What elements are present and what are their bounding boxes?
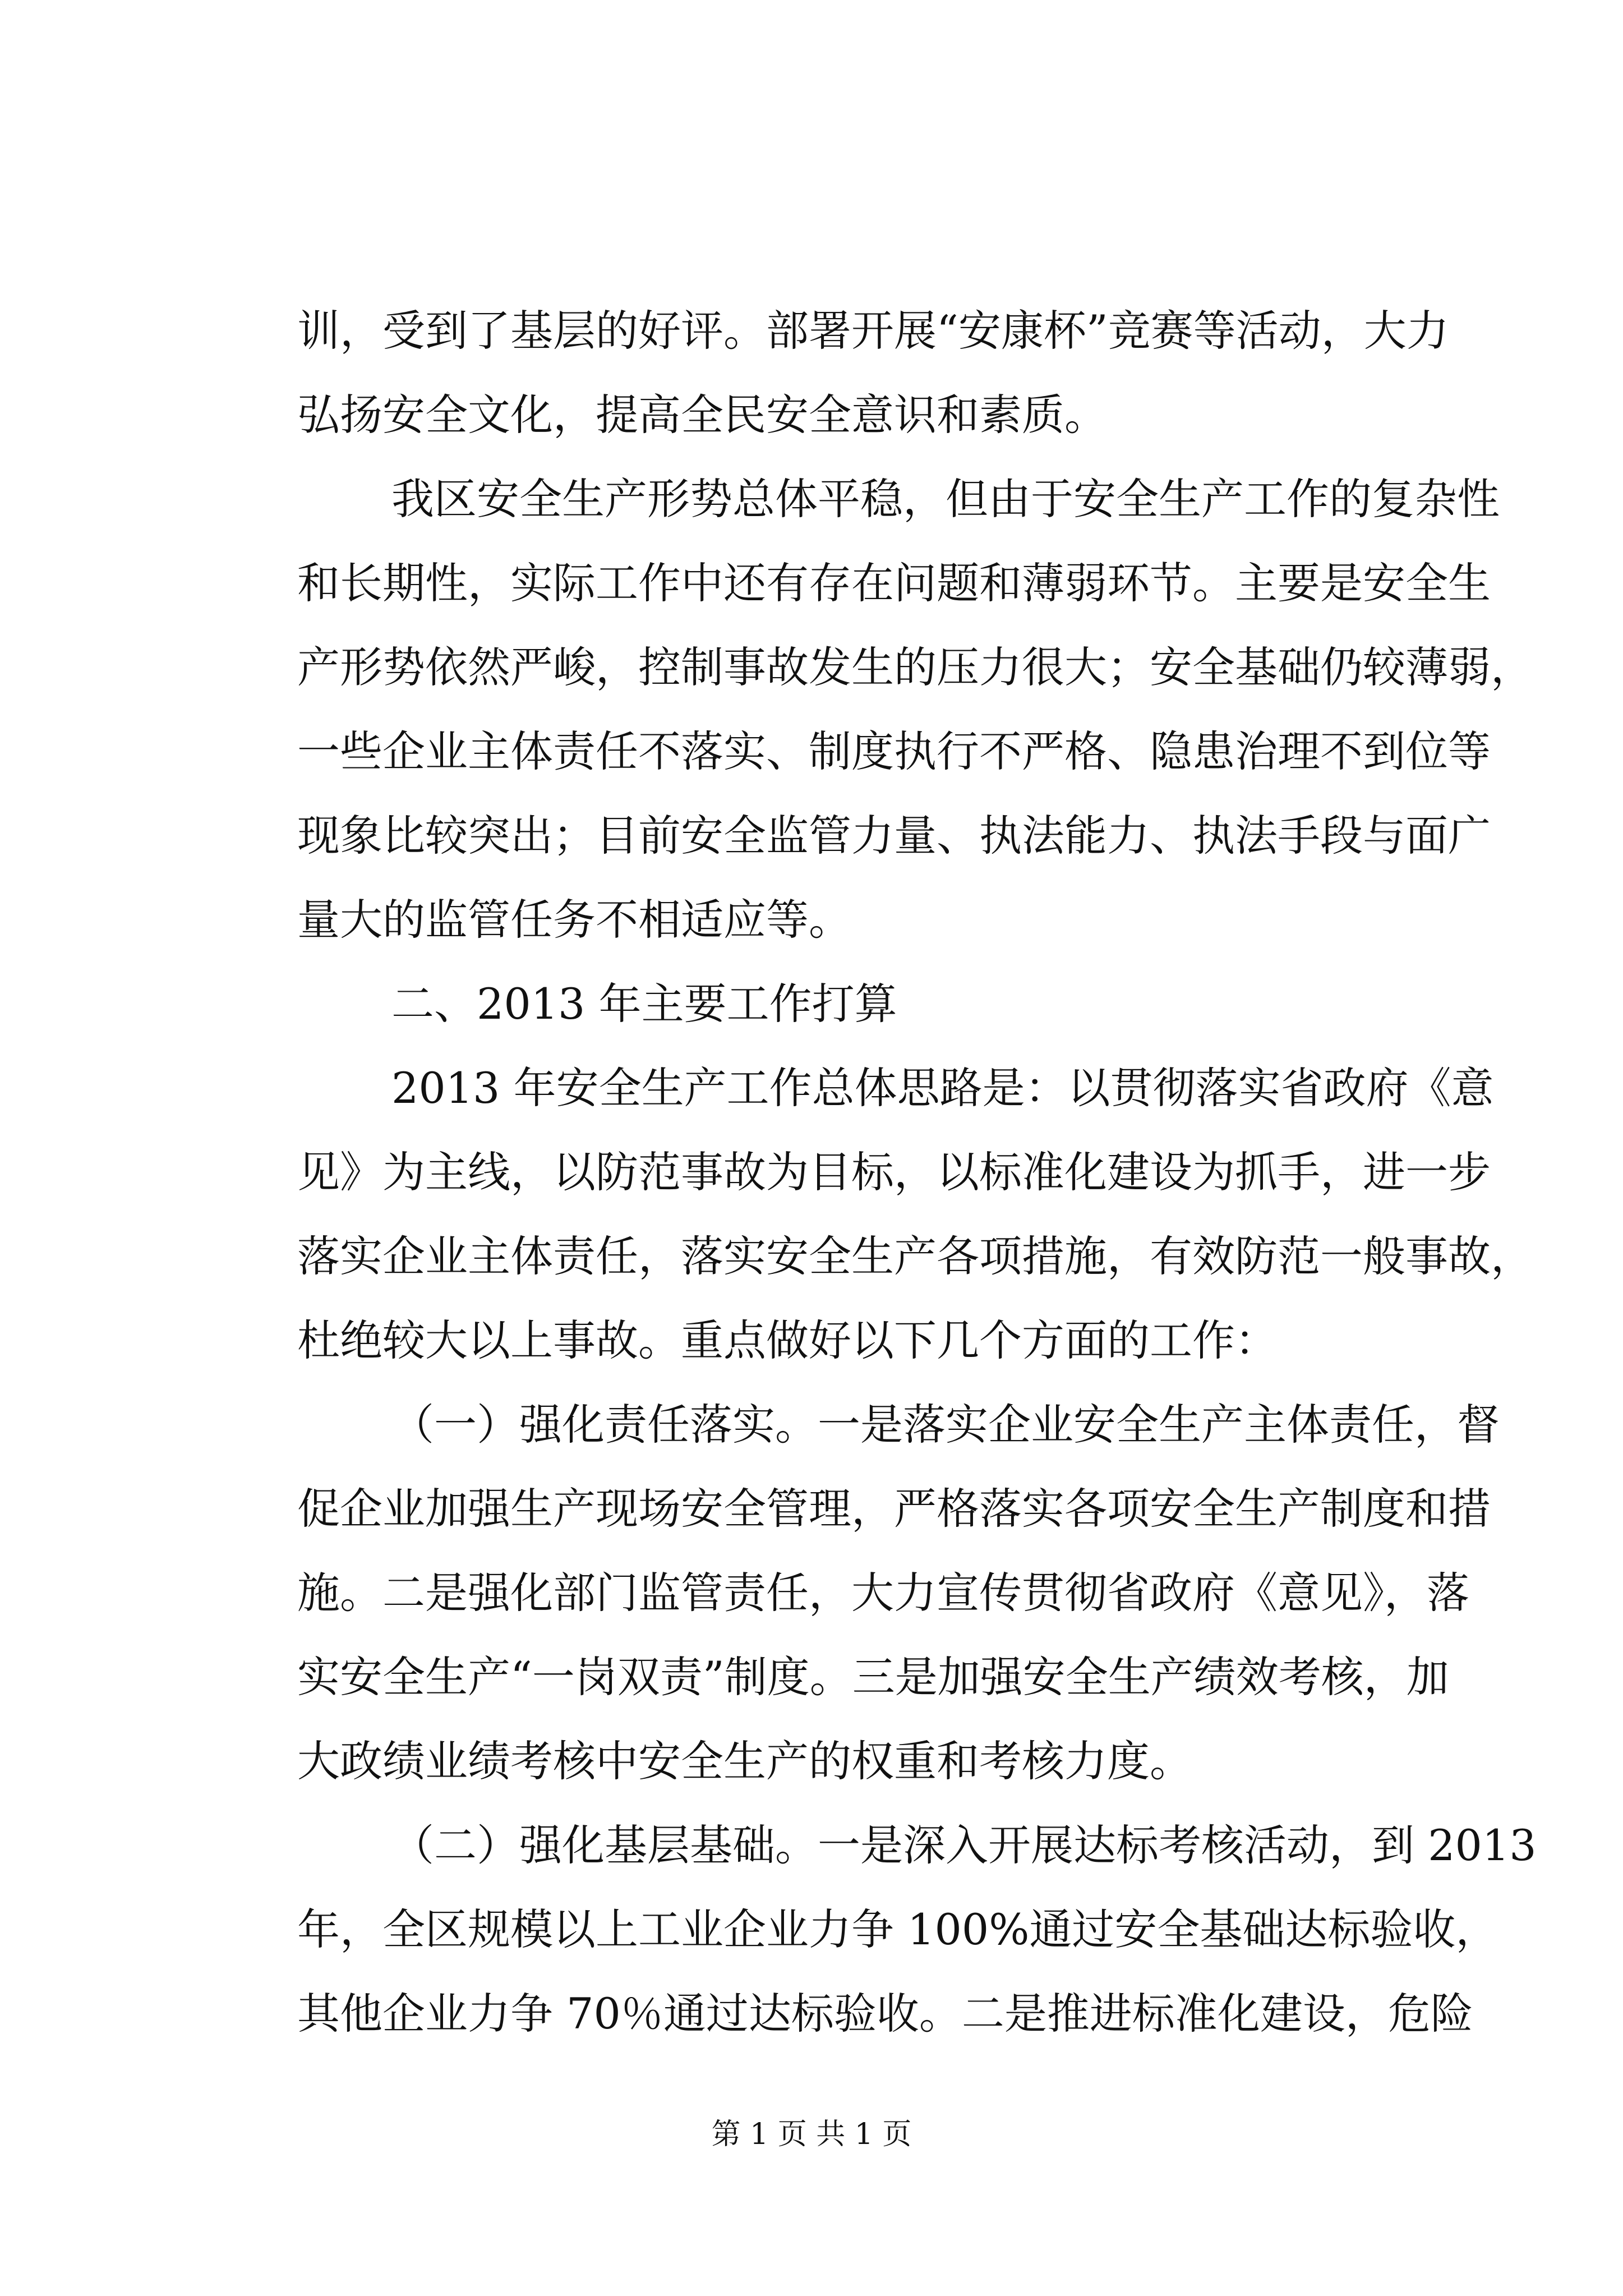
- text-line-11: 见》为主线，以防范事故为目标，以标准化建设为抓手，进一步: [297, 1147, 1491, 1197]
- text-line-8: 量大的监管任务不相适应等。: [297, 895, 851, 945]
- text-line-14: （一）强化责任落实。一是落实企业安全生产主体责任，督: [391, 1400, 1500, 1450]
- text-line-21: 其他企业力争 70％通过达标验收。二是推进标准化建设，危险: [297, 1989, 1473, 2039]
- text-line-19: （二）强化基层基础。一是深入开展达标考核活动，到 2013: [391, 1820, 1537, 1870]
- text-line-3: 我区安全生产形势总体平稳，但由于安全生产工作的复杂性: [391, 474, 1500, 524]
- section-heading: 二、2013 年主要工作打算: [391, 979, 897, 1029]
- text-line-5: 产形势依然严峻，控制事故发生的压力很大；安全基础仍较薄弱，: [297, 642, 1533, 692]
- text-line-12: 落实企业主体责任，落实安全生产各项措施，有效防范一般事故，: [297, 1231, 1533, 1281]
- text-line-10: 2013 年安全生产工作总体思路是：以贯彻落实省政府《意: [391, 1063, 1494, 1113]
- text-line-13: 杜绝较大以上事故。重点做好以下几个方面的工作：: [297, 1315, 1278, 1365]
- text-line-2: 弘扬安全文化，提高全民安全意识和素质。: [297, 390, 1107, 440]
- page-footer: 第 1 页 共 1 页: [711, 2118, 912, 2151]
- text-line-20: 年，全区规模以上工业企业力争 100%通过安全基础达标验收，: [297, 1904, 1498, 1954]
- text-line-18: 大政绩业绩考核中安全生产的权重和考核力度。: [297, 1736, 1192, 1786]
- text-line-4: 和长期性，实际工作中还有存在问题和薄弱环节。主要是安全生: [297, 558, 1491, 608]
- text-line-15: 促企业加强生产现场安全管理，严格落实各项安全生产制度和措: [297, 1484, 1491, 1534]
- text-line-1: 训，受到了基层的好评。部署开展“安康杯”竞赛等活动，大力: [297, 306, 1449, 356]
- text-line-16: 施。二是强化部门监管责任，大力宣传贯彻省政府《意见》，落: [297, 1568, 1469, 1618]
- text-line-6: 一些企业主体责任不落实、制度执行不严格、隐患治理不到位等: [297, 726, 1491, 776]
- text-line-7: 现象比较突出；目前安全监管力量、执法能力、执法手段与面广: [297, 811, 1491, 861]
- text-line-17: 实安全生产“一岗双责”制度。三是加强安全生产绩效考核，加: [297, 1652, 1449, 1702]
